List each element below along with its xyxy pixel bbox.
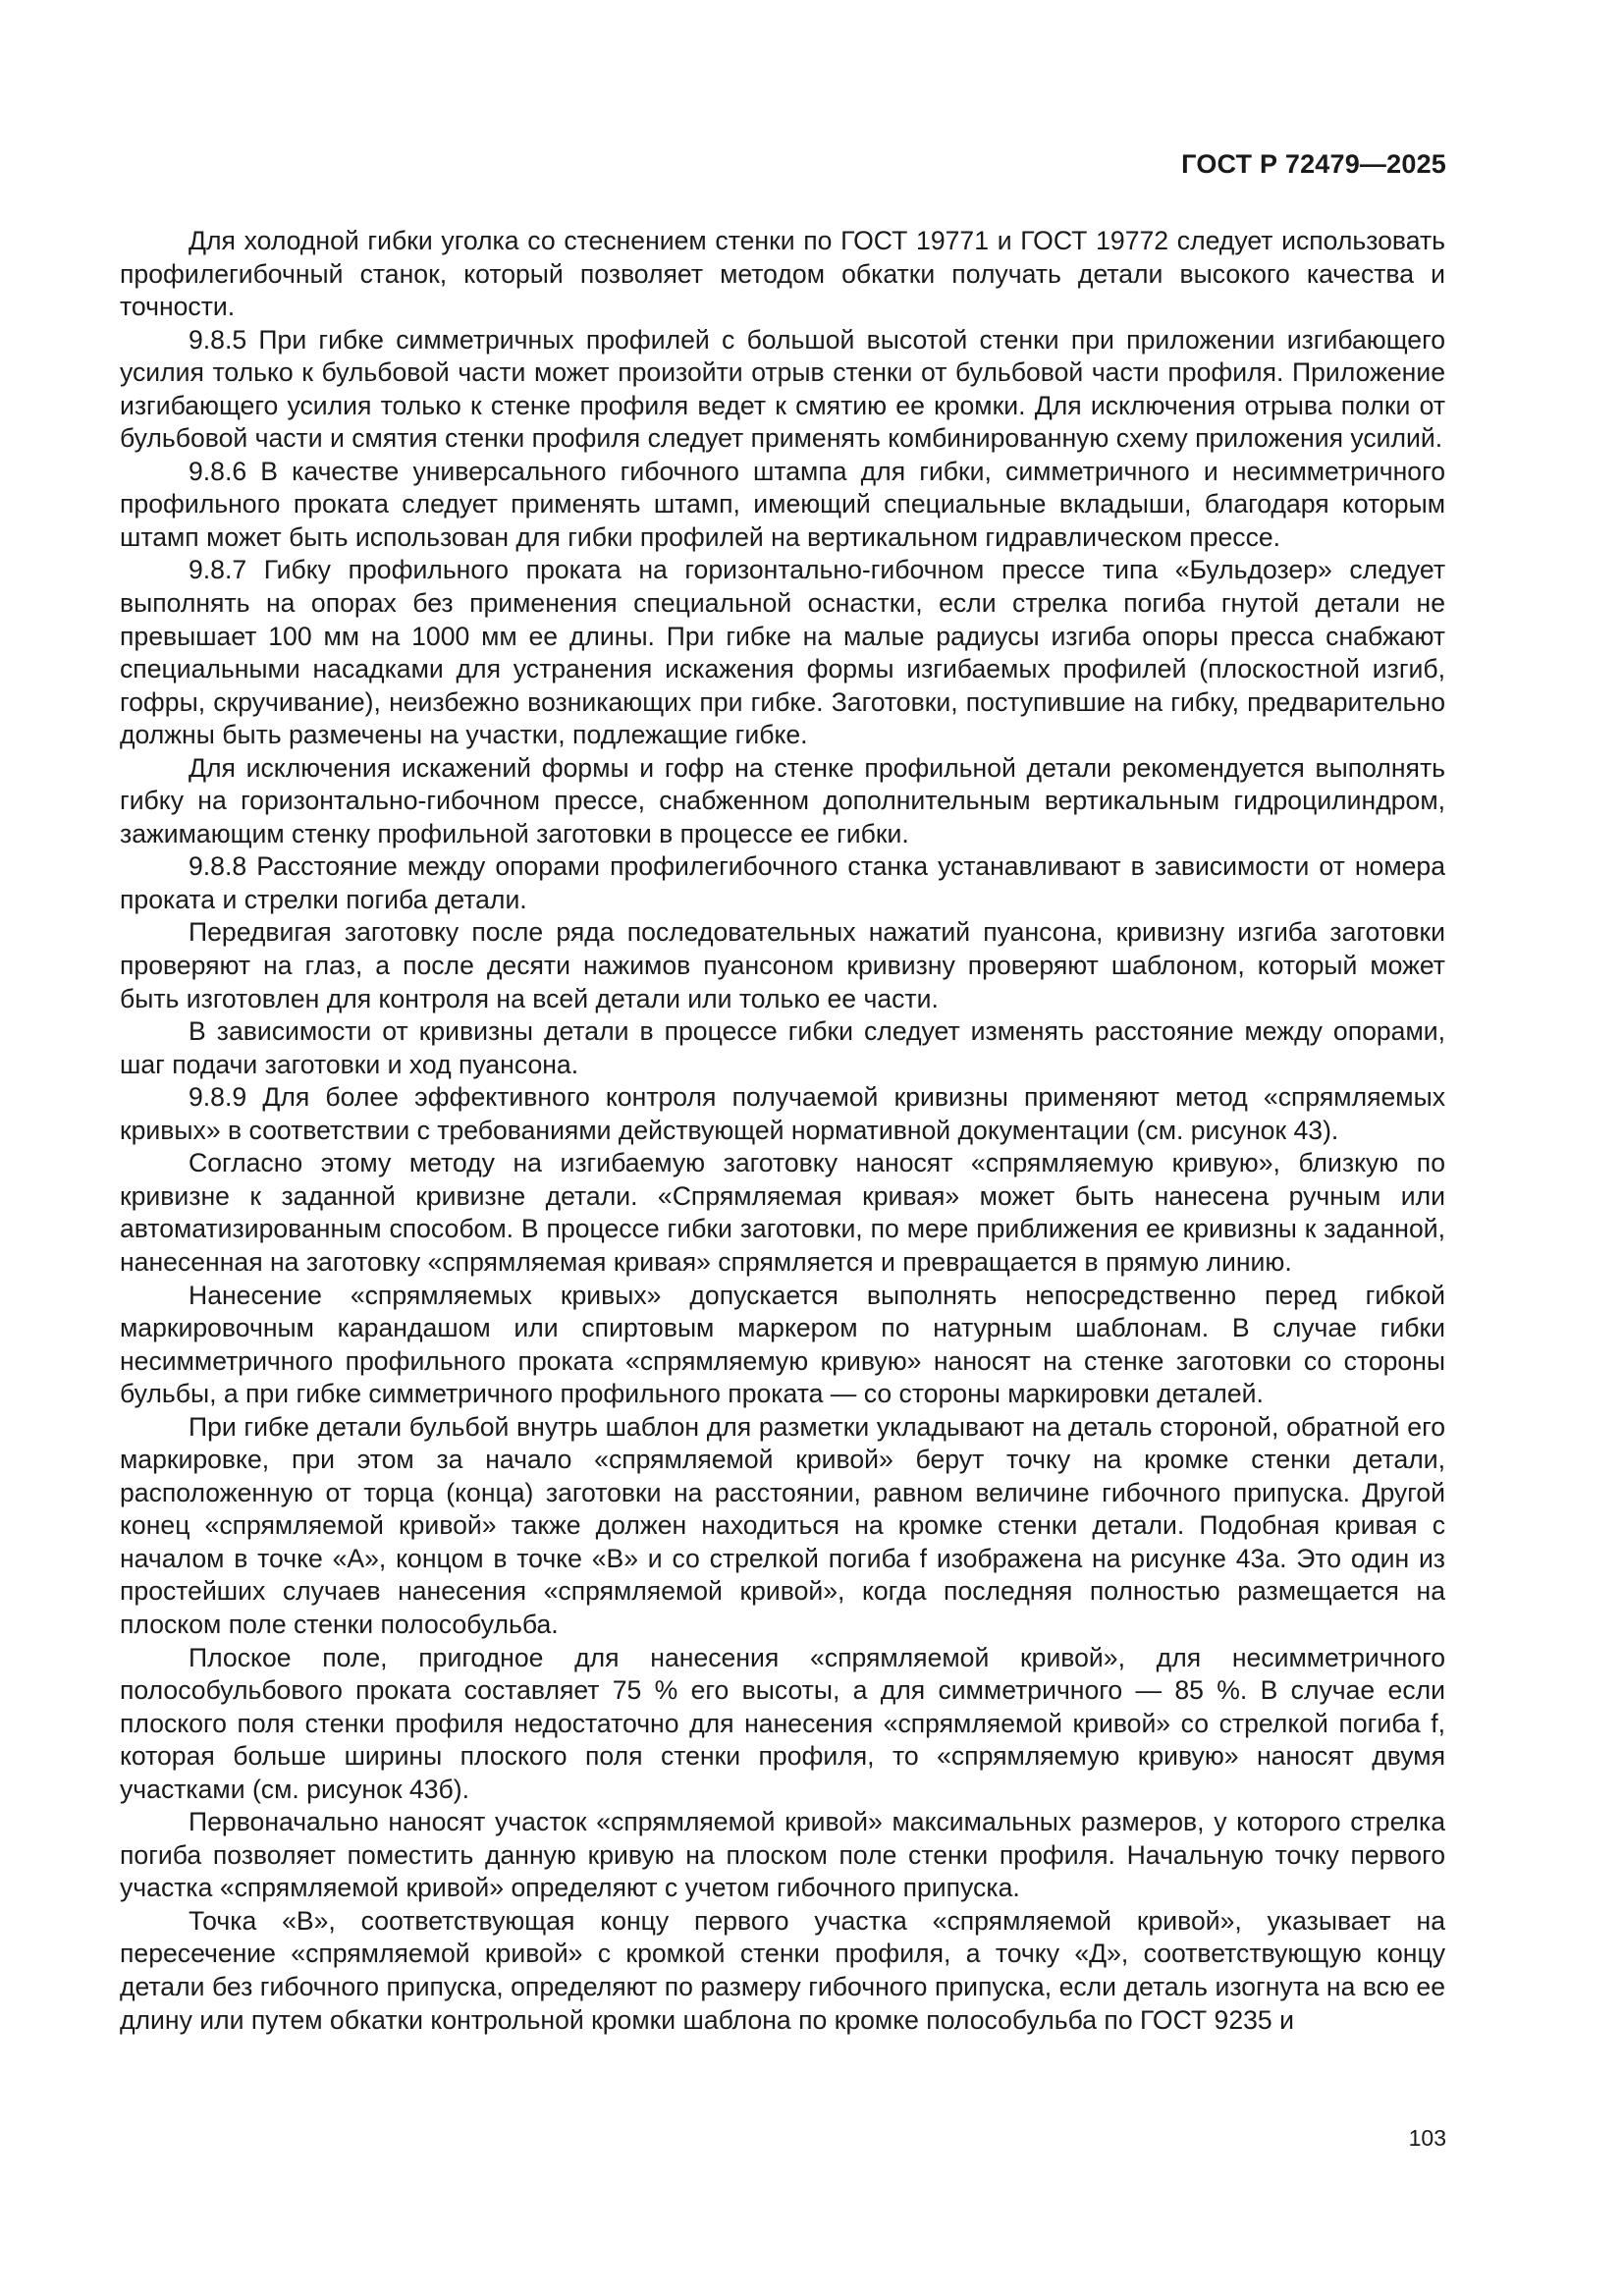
paragraph: 9.8.9 Для более эффективного контроля получаемой кривизны применяют метод «спрямляемых кривых» в соответствии с требованиями действующей нормативной документации (см. рисунок 43). [120,1082,1445,1145]
paragraph: 9.8.5 При гибке симметричных профилей с большой высотой стенки при приложении изгибающего усилия только к бульбовой части может произойти отрыв стенки от бульбовой части профиля. Приложение изгибающего усилия только к стенке профиля ведет к смятию ее кромки. Для исключения отрыва полки от бульбовой части и смятия стенки профиля следует применять комбинированную схему приложения усилий. [120,324,1445,454]
paragraph: Точка «В», соответствующая концу первого участка «спрямляемой кривой», указывает на пересечение «спрямляемой кривой» с кромкой стенки профиля, а точку «Д», соответствующую концу детали без гибочного припуска, определяют по размеру гибочного припуска, если деталь изогнута на всю ее длину или путем обкатки контрольной кромки шаблона по кромке полособульба по ГОСТ 9235 и [120,1905,1445,2035]
paragraph: Первоначально наносят участок «спрямляемой кривой» максимальных размеров, у которого стрелка погиба позволяет поместить данную кривую на плоском поле стенки профиля. Начальную точку первого участка «спрямляемой кривой» определяют с учетом гибочного припуска. [120,1807,1445,1903]
paragraph: 9.8.7 Гибку профильного проката на горизонтально-гибочном прессе типа «Бульдозер» следует выполнять на опорах без применения специальной оснастки, если стрелка погиба гнутой детали не превышает 100 мм на 1000 мм ее длины. При гибке на малые радиусы изгиба опоры пресса снабжают специальными насадками для устранения искажения формы изгибаемых профилей (плоскостной изгиб, гофры, скручивание), неизбежно возникающих при гибке. Заготовки, поступившие на гибку, предварительно должны быть размечены на участки, подлежащие гибке. [120,555,1445,750]
paragraph: В зависимости от кривизны детали в процессе гибки следует изменять расстояние между опорами, шаг подачи заготовки и ход пуансона. [120,1016,1445,1079]
paragraph: 9.8.6 В качестве универсального гибочного штампа для гибки, симметричного и несимметричного профильного проката следует применять штамп, имеющий специальные вкладыши, благодаря которым штамп может быть использован для гибки профилей на вертикальном гидравлическом прессе. [120,456,1445,552]
document-body [120,225,1445,2037]
paragraph: Плоское поле, пригодное для нанесения «спрямляемой кривой», для несимметричного полособульбового проката составляет 75 % его высоты, а для симметричного — 85 %. В случае если плоского поля стенки профиля недостаточно для нанесения «спрямляемой кривой» со стрелкой погиба f, которая больше ширины плоского поля стенки профиля, то «спрямляемую кривую» наносят двумя участками (см. рисунок 43б). [120,1642,1445,1804]
paragraph: Передвигая заготовку после ряда последовательных нажатий пуансона, кривизну изгиба заготовки проверяют на глаз, а после десяти нажимов пуансоном кривизну проверяют шаблоном, который может быть изготовлен для контроля на всей детали или только ее части. [120,917,1445,1013]
paragraph: Нанесение «спрямляемых кривых» допускается выполнять непосредственно перед гибкой маркировочным карандашом или спиртовым маркером по натурным шаблонам. В случае гибки несимметричного профильного проката «спрямляемую кривую» наносят на стенке заготовки со стороны бульбы, а при гибке симметричного профильного проката — со стороны маркировки деталей. [120,1280,1445,1409]
paragraph: 9.8.8 Расстояние между опорами профилегибочного станка устанавливают в зависимости от номера проката и стрелки погиба детали. [120,851,1445,914]
paragraph: Для исключения искажений формы и гофр на стенке профильной детали рекомендуется выполнять гибку на горизонтально-гибочном прессе, снабженном дополнительным вертикальным гидроцилиндром, зажимающим стенку профильной заготовки в процессе ее гибки. [120,752,1445,848]
page-number: 103 [1408,2125,1446,2151]
paragraph: Согласно этому методу на изгибаемую заготовку наносят «спрямляемую кривую», близкую по кривизне к заданной кривизне детали. «Спрямляемая кривая» может быть нанесена ручным или автоматизированным способом. В процессе гибки заготовки, по мере приближения ее кривизны к заданной, нанесенная на заготовку «спрямляемая кривая» спрямляется и превращается в прямую линию. [120,1148,1445,1277]
document-header: ГОСТ Р 72479—2025 [1181,149,1446,179]
paragraph: Для холодной гибки уголка со стеснением стенки по ГОСТ 19771 и ГОСТ 19772 следует использовать профилегибочный станок, который позволяет методом обкатки получать детали высокого качества и точности. [120,226,1445,322]
paragraph: При гибке детали бульбой внутрь шаблон для разметки укладывают на деталь стороной, обратной его маркировке, при этом за начало «спрямляемой кривой» берут точку на кромке стенки детали, расположенную от торца (конца) заготовки на расстоянии, равном величине гибочного припуска. Другой конец «спрямляемой кривой» также должен находиться на кромке стенки детали. Подобная кривая с началом в точке «А», концом в точке «В» и со стрелкой погиба f изображена на рисунке 43а. Это один из простейших случаев нанесения «спрямляемой кривой», когда последняя полностью размещается на плоском поле стенки полособульба. [120,1411,1445,1639]
